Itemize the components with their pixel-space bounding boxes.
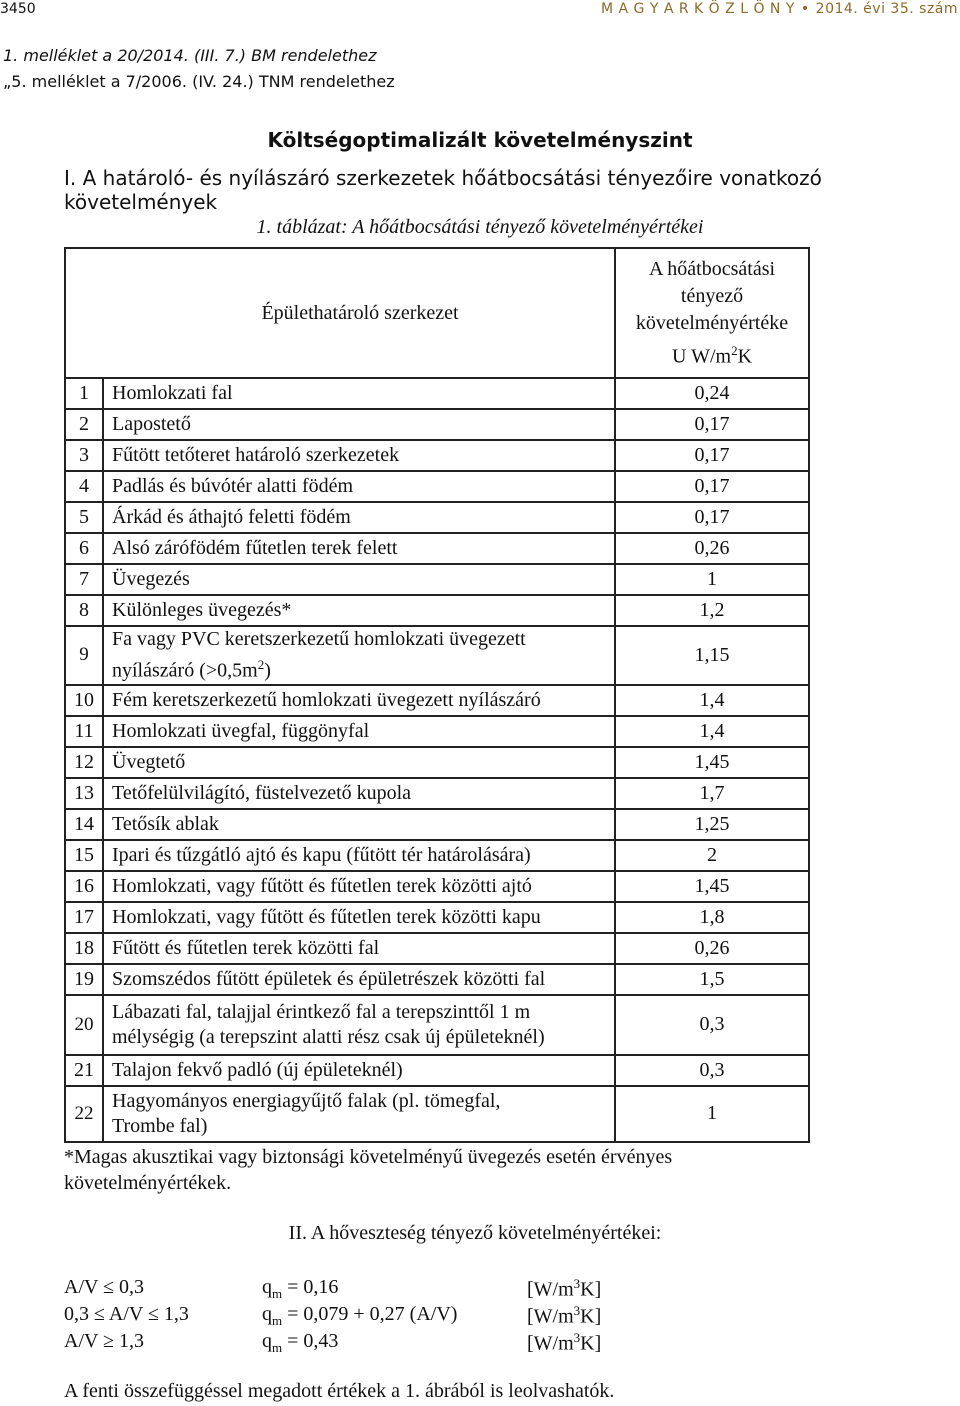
q-symbol: q xyxy=(262,1330,272,1352)
row-label-line xyxy=(112,652,614,684)
row-label-part: ) xyxy=(264,659,271,682)
row-label xyxy=(103,626,615,685)
row-label: Üvegezés xyxy=(103,564,615,595)
q-subscript: m xyxy=(272,1340,283,1355)
row-label: Üvegtető xyxy=(103,747,615,778)
table-row xyxy=(65,626,809,685)
unit-post: K] xyxy=(580,1305,602,1328)
reference-line-1: 1. melléklet a 20/2014. (III. 7.) BM rendelethez xyxy=(3,46,377,65)
table-row xyxy=(65,378,809,409)
row-label: Fűtött és fűtetlen terek közötti fal xyxy=(103,933,615,964)
unit-post: K] xyxy=(580,1332,602,1355)
row-value: 1,25 xyxy=(615,809,809,840)
q-expression: = 0,43 xyxy=(282,1330,339,1352)
unit-pre: [W/m xyxy=(527,1305,574,1328)
table-row xyxy=(65,502,809,533)
row-label: Fűtött tetőteret határoló szerkezetek xyxy=(103,440,615,471)
row-label-part: nyílászáró (>0,5m xyxy=(112,659,258,682)
table-row xyxy=(65,747,809,778)
table-row xyxy=(65,533,809,564)
table-caption: 1. táblázat: A hőátbocsátási tényező követelményértékei xyxy=(256,216,704,238)
row-number: 11 xyxy=(65,716,103,747)
table-row xyxy=(65,595,809,626)
row-label: Homlokzati, vagy fűtött és fűtetlen terek közötti ajtó xyxy=(103,871,615,902)
row-number: 2 xyxy=(65,409,103,440)
unit-text: U W/m xyxy=(671,345,732,368)
table-row xyxy=(65,871,809,902)
table-row xyxy=(65,840,809,871)
table-row xyxy=(65,685,809,716)
row-value: 1,4 xyxy=(615,716,809,747)
unit-pre: [W/m xyxy=(527,1278,574,1301)
table-row xyxy=(65,440,809,471)
header-value-unit xyxy=(616,337,808,371)
row-number: 16 xyxy=(65,871,103,902)
unit-post: K] xyxy=(580,1278,602,1301)
row-number: 21 xyxy=(65,1055,103,1086)
table-row xyxy=(65,471,809,502)
section-title-1: I. A határoló- és nyílászáró szerkezetek hőátbocsátási tényezőire vonatkozó követelmények xyxy=(64,166,822,214)
row-label: Alsó zárófödém fűtetlen terek felett xyxy=(103,533,615,564)
row-value: 0,26 xyxy=(615,933,809,964)
row-value: 0,17 xyxy=(615,502,809,533)
header-value-line-1: A hőátbocsátási xyxy=(648,257,776,280)
page-title: Költségoptimalizált követelményszint xyxy=(267,128,693,152)
unit-sup: 3 xyxy=(573,1276,581,1291)
table-row xyxy=(65,995,809,1055)
row-number: 9 xyxy=(65,626,103,685)
table-row xyxy=(65,716,809,747)
q-subscript: m xyxy=(272,1286,283,1301)
row-number: 15 xyxy=(65,840,103,871)
table-row xyxy=(65,902,809,933)
row-number: 5 xyxy=(65,502,103,533)
formula-condition: A/V ≤ 0,3 xyxy=(64,1276,145,1298)
row-value: 1,7 xyxy=(615,778,809,809)
formula-unit xyxy=(527,1303,601,1329)
unit-sup: 3 xyxy=(573,1330,581,1345)
row-value: 0,3 xyxy=(615,995,809,1055)
q-expression: = 0,079 + 0,27 (A/V) xyxy=(282,1303,458,1325)
formula-expression xyxy=(262,1330,338,1356)
row-number: 22 xyxy=(65,1086,103,1142)
footnote-line-1: *Magas akusztikai vagy biztonsági követelményű üvegezés esetén érvényes xyxy=(64,1146,673,1168)
header-value-line-3: követelményértéke xyxy=(635,311,789,334)
row-value: 0,24 xyxy=(615,378,809,409)
unit-post: K xyxy=(737,345,753,368)
row-value: 0,17 xyxy=(615,409,809,440)
row-number: 14 xyxy=(65,809,103,840)
row-number: 1 xyxy=(65,378,103,409)
table-row xyxy=(65,1086,809,1142)
row-value: 0,17 xyxy=(615,471,809,502)
row-label: Homlokzati üvegfal, függönyfal xyxy=(103,716,615,747)
row-label-sup: 2 xyxy=(257,657,265,672)
row-label: Tetősík ablak xyxy=(103,809,615,840)
row-label-line: Fa vagy PVC keretszerkezetű homlokzati üvegezett xyxy=(112,628,526,650)
row-number: 4 xyxy=(65,471,103,502)
row-value: 2 xyxy=(615,840,809,871)
table-row xyxy=(65,964,809,995)
unit-pre: [W/m xyxy=(527,1332,574,1355)
row-label-line: Hagyományos energiagyűjtő falak (pl. tömegfal, xyxy=(112,1089,501,1112)
row-label xyxy=(103,1086,615,1142)
row-label-line: mélységig (a terepszint alatti rész csak új épületeknél) xyxy=(112,1025,545,1048)
header-bullet: • xyxy=(800,1,810,17)
unit-sup: 3 xyxy=(573,1303,581,1318)
table-row xyxy=(65,778,809,809)
row-value: 1 xyxy=(615,1086,809,1142)
row-label: Padlás és búvótér alatti födém xyxy=(103,471,615,502)
row-number: 20 xyxy=(65,995,103,1055)
row-label: Ipari és tűzgátló ajtó és kapu (fűtött tér határolására) xyxy=(103,840,615,871)
row-value: 1,15 xyxy=(615,626,809,685)
unit-sup: 2 xyxy=(731,342,738,358)
row-number: 10 xyxy=(65,685,103,716)
formula-expression xyxy=(262,1276,338,1302)
q-expression: = 0,16 xyxy=(282,1276,339,1298)
row-value: 0,3 xyxy=(615,1055,809,1086)
footnote xyxy=(64,1144,784,1196)
bottom-note: A fenti összefüggéssel megadott értékek a 1. ábrából is leolvashatók. xyxy=(64,1380,615,1402)
q-symbol: q xyxy=(262,1303,272,1325)
row-number: 13 xyxy=(65,778,103,809)
row-label: Lapostető xyxy=(103,409,615,440)
q-subscript: m xyxy=(272,1313,283,1328)
formula-condition: 0,3 ≤ A/V ≤ 1,3 xyxy=(64,1303,189,1325)
footnote-line-2: követelményértékek. xyxy=(64,1172,232,1194)
row-label: Talajon fekvő padló (új épületeknél) xyxy=(103,1055,615,1086)
row-number: 12 xyxy=(65,747,103,778)
formula-expression xyxy=(262,1303,457,1329)
page-number: 3450 xyxy=(0,1,36,17)
issue-number: 2014. évi 35. szám xyxy=(815,1,958,17)
row-value: 1,4 xyxy=(615,685,809,716)
row-value: 1,45 xyxy=(615,747,809,778)
row-number: 8 xyxy=(65,595,103,626)
header-value xyxy=(615,248,809,378)
row-value: 0,17 xyxy=(615,440,809,471)
row-number: 3 xyxy=(65,440,103,471)
row-label xyxy=(103,995,615,1055)
row-number: 17 xyxy=(65,902,103,933)
row-label: Homlokzati, vagy fűtött és fűtetlen terek közötti kapu xyxy=(103,902,615,933)
reference-line-2: „5. melléklet a 7/2006. (IV. 24.) TNM rendelethez xyxy=(3,72,395,91)
table-row xyxy=(65,1055,809,1086)
row-label: Szomszédos fűtött épületek és épületrészek közötti fal xyxy=(103,964,615,995)
formula-unit xyxy=(527,1330,601,1356)
header-structure: Épülethatároló szerkezet xyxy=(65,248,615,378)
row-value: 1,45 xyxy=(615,871,809,902)
row-number: 7 xyxy=(65,564,103,595)
row-value: 1,2 xyxy=(615,595,809,626)
table-row xyxy=(65,409,809,440)
row-number: 19 xyxy=(65,964,103,995)
table-row xyxy=(65,809,809,840)
journal-name: M A G Y A R K Ö Z L Ö N Y xyxy=(600,1,795,17)
table-row xyxy=(65,933,809,964)
journal-header xyxy=(601,1,958,17)
row-label-line: Trombe fal) xyxy=(112,1114,208,1137)
row-label: Tetőfelülvilágító, füstelvezető kupola xyxy=(103,778,615,809)
row-label: Különleges üvegezés* xyxy=(103,595,615,626)
header-value-line-2: tényező xyxy=(680,284,744,307)
section-title-2: II. A hőveszteség tényező követelményértékei: xyxy=(288,1222,662,1244)
requirements-table xyxy=(64,247,810,1143)
row-number: 18 xyxy=(65,933,103,964)
row-value: 1,8 xyxy=(615,902,809,933)
row-value: 1 xyxy=(615,564,809,595)
row-number: 6 xyxy=(65,533,103,564)
row-label: Fém keretszerkezetű homlokzati üvegezett nyílászáró xyxy=(103,685,615,716)
q-symbol: q xyxy=(262,1276,272,1298)
row-value: 0,26 xyxy=(615,533,809,564)
row-label: Árkád és áthajtó feletti födém xyxy=(103,502,615,533)
formula-condition: A/V ≥ 1,3 xyxy=(64,1330,145,1352)
row-label: Homlokzati fal xyxy=(103,378,615,409)
row-value: 1,5 xyxy=(615,964,809,995)
table-header-row xyxy=(65,248,809,378)
formula-unit xyxy=(527,1276,601,1302)
row-label-line: Lábazati fal, talajjal érintkező fal a terepszinttől 1 m xyxy=(112,1000,531,1023)
table-row xyxy=(65,564,809,595)
